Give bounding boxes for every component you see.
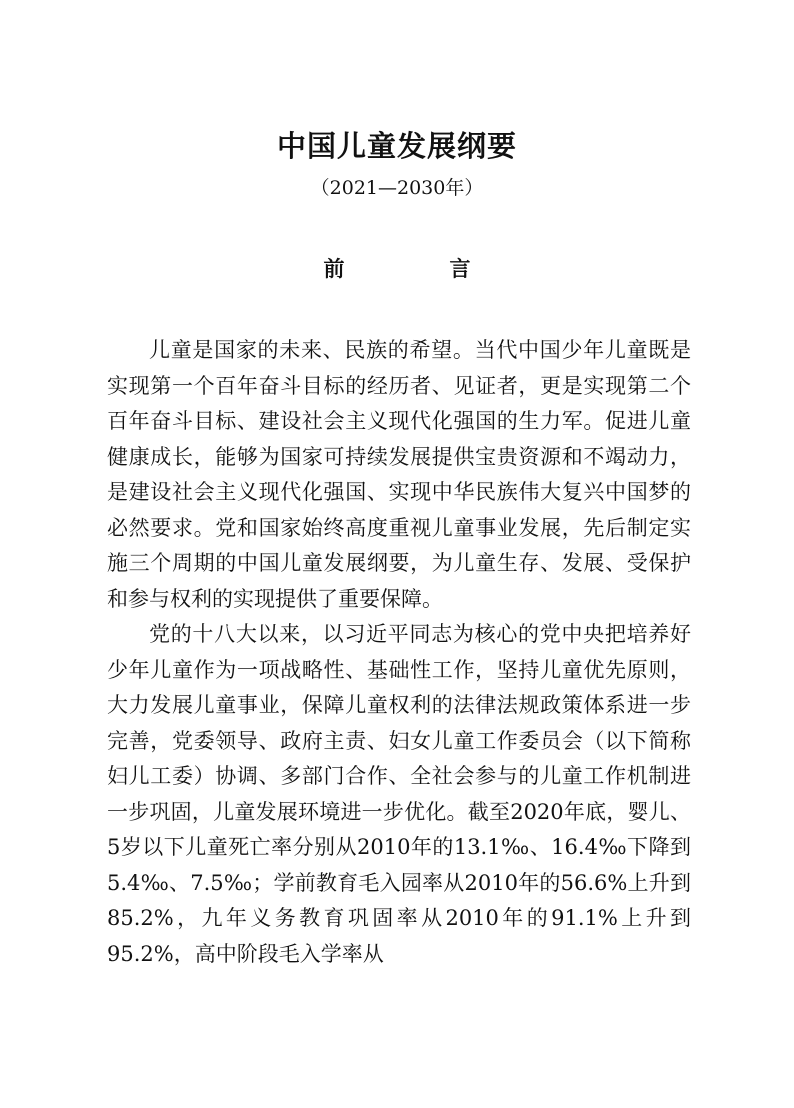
document-title: 中国儿童发展纲要 [276, 129, 517, 163]
paragraph: 儿童是国家的未来、民族的希望。当代中国少年儿童既是实现第一个百年奋斗目标的经历者、见证者，更是实现第二个百年奋斗目标、建设社会主义现代化强国的生力军。促进儿童健康成长，能够为国家可持续发展提供宝贵资源和不竭动力，是建设社会主义现代化强国、实现中华民族伟大复兴中国梦的必然要求。党和国家始终高度重视儿童事业发展，先后制定实施三个周期的中国儿童发展纲要，为儿童生存、发展、受保护和参与权利的实现提供了重要保障。 [107, 338, 691, 611]
document-subtitle: （2021—2030年） [310, 177, 484, 199]
body-text [107, 333, 691, 972]
section-heading: 前 言 [323, 257, 513, 281]
paragraph: 党的十八大以来，以习近平同志为核心的党中央把培养好少年儿童作为一项战略性、基础性工作，坚持儿童优先原则，大力发展儿童事业，保障儿童权利的法律法规政策体系进一步完善，党委领导、政府主责、妇女儿童工作委员会（以下简称妇儿工委）协调、多部门合作、全社会参与的儿童工作机制进一步巩固，儿童发展环境进一步优化。截至2020年底，婴儿、5岁以下儿童死亡率分别从2010年的13.1‰、16.4‰下降到5.4‰、7.5‰；学前教育毛入园率从2010年的56.6%上升到85.2%，九年义务教育巩固率从2010年的91.1%上升到95.2%，高中阶段毛入学率从 [107, 622, 691, 966]
